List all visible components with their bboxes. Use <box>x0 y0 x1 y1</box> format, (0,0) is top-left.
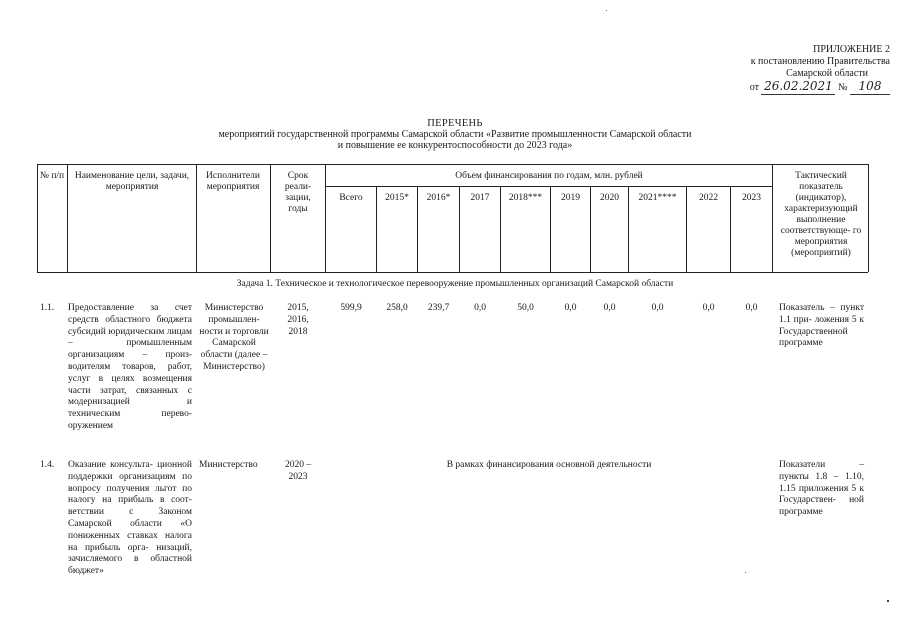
year-header: Всего <box>339 193 363 203</box>
year-header: 2023 <box>742 193 761 203</box>
row-value: 0,0 <box>474 303 486 313</box>
appendix-num-prefix: № <box>837 82 848 93</box>
header-indicator: Тактический показатель (индикатор), характеризующий выполнение соответствующе- го мероприятия (мероприятий) <box>780 171 862 258</box>
row-value: 0,0 <box>745 303 758 313</box>
row-term: 2015, 2016, 2018 <box>287 303 309 337</box>
year-header: 2015* <box>385 193 409 203</box>
appendix-line3: Самарской области <box>786 68 868 79</box>
header-name: Наименование цели, задачи, мероприятия <box>74 171 190 192</box>
row-indicator: Показатель – пункт 1.1 при- ложения 5 к Государственной программе <box>779 303 864 349</box>
row-exec: Министерство <box>199 460 258 470</box>
row-value: 50,0 <box>517 303 534 313</box>
appendix-line1: ПРИЛОЖЕНИЕ 2 <box>813 44 890 55</box>
header-term: Срок реали- зации, годы <box>284 171 312 214</box>
scan-speck <box>887 600 889 602</box>
row-value: 0,0 <box>651 303 664 313</box>
row-value: 0,0 <box>564 303 577 313</box>
title-line1: мероприятий государственной программы Самарской области «Развитие промышленности Самарской области <box>218 129 692 140</box>
task-heading: Задача 1. Техническое и технологическое перевооружение промышленных организаций Самарской области <box>236 279 674 289</box>
year-header: 2016* <box>426 193 451 203</box>
appendix-date: 26.02.2021 <box>764 79 833 93</box>
appendix-date-line <box>690 80 890 95</box>
row-financing-note: В рамках финансирования основной деятельности <box>446 460 652 470</box>
header-finance: Объем финансирования по годам, млн. рублей <box>455 171 643 181</box>
appendix-prefix: от <box>749 82 759 93</box>
row-value: 258,0 <box>386 303 408 313</box>
row-indicator: Показатели – пункты 1.8 – 1.10, 1.15 приложения 5 к Государствен- ной программе <box>779 460 864 518</box>
row-num: 1.1. <box>40 303 55 313</box>
title-line2: и повышение ее конкурентоспособности до 2023 года» <box>337 140 573 151</box>
appendix-line2: к постановлению Правительства <box>750 56 890 67</box>
row-value: 0,0 <box>603 303 616 313</box>
scan-speck <box>745 572 746 573</box>
appendix-header <box>690 44 890 95</box>
year-header: 2022 <box>699 193 718 203</box>
row-num: 1.4. <box>40 460 55 470</box>
row-value: 599,9 <box>340 303 362 313</box>
appendix-number: 108 <box>858 79 882 93</box>
scan-speck <box>606 10 607 11</box>
document-title <box>150 118 760 151</box>
year-header: 2021**** <box>638 193 677 203</box>
year-header: 2017 <box>470 193 490 203</box>
year-header: 2019 <box>561 193 580 203</box>
row-name: Оказание консульта- ционной поддержки организациям по вопросу получения льгот по налогу на прибыль в соот- ветствии с Законом Самарской области «О пониженных ставках налога на прибыль орга- низаций, зачисляемого в областной бюджет» <box>68 460 192 577</box>
year-header: 2020 <box>600 193 619 203</box>
row-name: Предоставление за счет средств областного бюджета субсидий юридическим лицам – промышленным организациям – произ- водителям товаров, работ, услуг в целях возмещения части затрат, связанных с модернизацией и техническим перево- оружением <box>68 303 192 431</box>
row-value: 0,0 <box>702 303 715 313</box>
row-value: 239,7 <box>427 303 450 313</box>
row-exec: Министерство промышлен- ности и торговли Самарской области (далее – Министерство) <box>199 303 269 372</box>
header-num: № п/п <box>39 171 65 181</box>
title-heading: ПЕРЕЧЕНЬ <box>427 118 483 129</box>
header-exec: Исполнители мероприятия <box>206 171 260 192</box>
row-term: 2020 – 2023 <box>284 460 312 482</box>
year-header: 2018*** <box>508 193 543 203</box>
